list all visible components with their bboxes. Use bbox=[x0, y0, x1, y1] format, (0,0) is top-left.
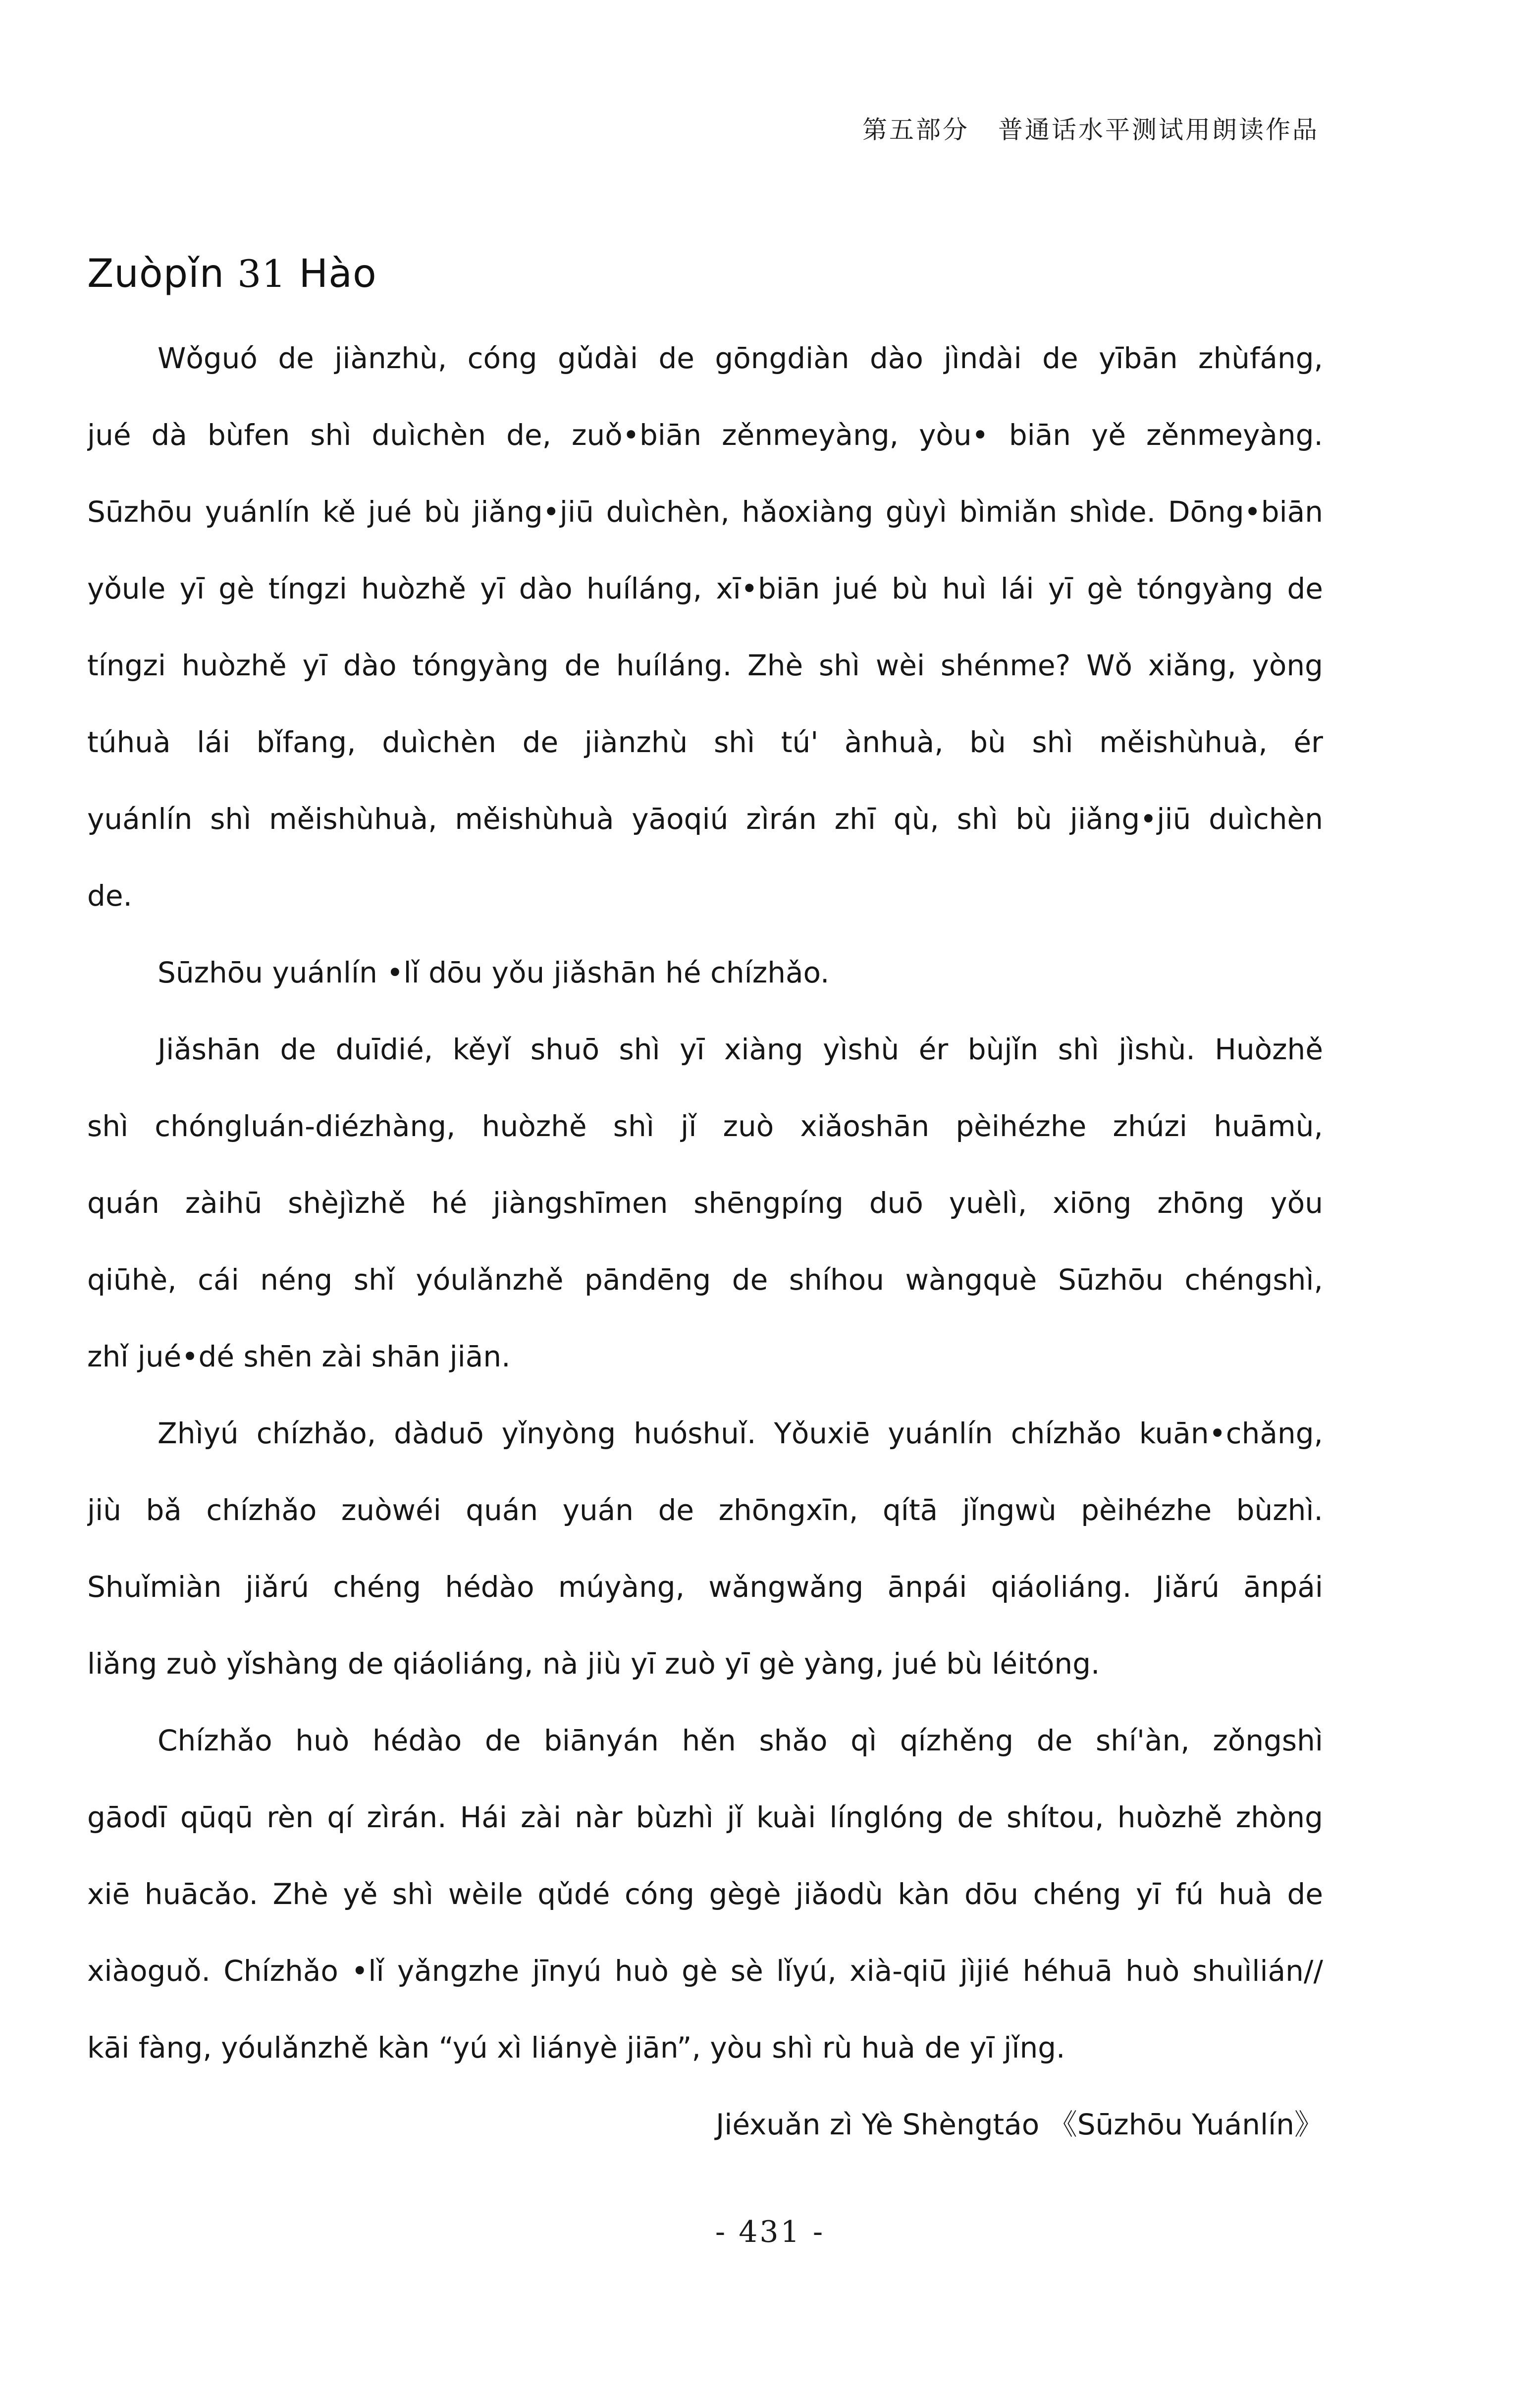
page-number: - 431 - bbox=[715, 2215, 825, 2249]
text-line: xiē huācǎo. Zhè yě shì wèile qǔdé cóng gègè jiǎodù kàn dōu chéng yī fú huà de bbox=[87, 1877, 1323, 1911]
text-line: zhǐ jué•dé shēn zài shān jiān. bbox=[87, 1340, 511, 1373]
text-line: tíngzi huòzhě yī dào tóngyàng de huíláng. Zhè shì wèi shénme? Wǒ xiǎng, yòng bbox=[87, 649, 1323, 682]
text-line: liǎng zuò yǐshàng de qiáoliáng, nà jiù yī zuò yī gè yàng, jué bù léitóng. bbox=[87, 1647, 1100, 1681]
text-line: Zhìyú chízhǎo, dàduō yǐnyòng huóshuǐ. Yǒuxiē yuánlín chízhǎo kuān•chǎng, bbox=[158, 1416, 1323, 1450]
text-line: Jiǎshān de duīdié, kěyǐ shuō shì yī xiàng yìshù ér bùjǐn shì jìshù. Huòzhě bbox=[158, 1033, 1323, 1066]
text-line: qiūhè, cái néng shǐ yóulǎnzhě pāndēng de shíhou wàngquè Sūzhōu chéngshì, bbox=[87, 1263, 1323, 1297]
text-line: jué dà bùfen shì duìchèn de, zuǒ•biān zěnmeyàng, yòu• biān yě zěnmeyàng. bbox=[87, 418, 1323, 452]
text-line: de. bbox=[87, 879, 132, 913]
title-suffix: Hào bbox=[299, 252, 377, 296]
text-line: Shuǐmiàn jiǎrú chéng hédào múyàng, wǎngwǎng ānpái qiáoliáng. Jiǎrú ānpái bbox=[87, 1570, 1323, 1604]
text-line: Wǒguó de jiànzhù, cóng gǔdài de gōngdiàn dào jìndài de yībān zhùfáng, bbox=[158, 341, 1323, 375]
text-line: jiù bǎ chízhǎo zuòwéi quán yuán de zhōngxīn, qítā jǐngwù pèihézhe bùzhì. bbox=[87, 1493, 1323, 1527]
text-line: xiàoguǒ. Chízhǎo •lǐ yǎngzhe jīnyú huò gè sè lǐyú, xià-qiū jìjié héhuā huò shuìlián// bbox=[87, 1954, 1323, 1988]
text-line: túhuà lái bǐfang, duìchèn de jiànzhù shì tú' ànhuà, bù shì měishùhuà, ér bbox=[87, 725, 1323, 759]
text-line: Sūzhōu yuánlín •lǐ dōu yǒu jiǎshān hé chízhǎo. bbox=[158, 956, 830, 989]
page-title bbox=[87, 252, 377, 296]
text-line: kāi fàng, yóulǎnzhě kàn “yú xì liányè jiān”, yòu shì rù huà de yī jǐng. bbox=[87, 2031, 1065, 2065]
text-line: Sūzhōu yuánlín kě jué bù jiǎng•jiū duìchèn, hǎoxiàng gùyì bìmiǎn shìde. Dōng•biān bbox=[87, 495, 1323, 529]
text-line: gāodī qūqū rèn qí zìrán. Hái zài nàr bùzhì jǐ kuài línglóng de shítou, huòzhě zhòng bbox=[87, 1800, 1323, 1834]
text-line: Chízhǎo huò hédào de biānyán hěn shǎo qì qízhěng de shí'àn, zǒngshì bbox=[158, 1724, 1323, 1757]
header-section: 第五部分 bbox=[862, 115, 969, 144]
text-line: yuánlín shì měishùhuà, měishùhuà yāoqiú zìrán zhī qù, shì bù jiǎng•jiū duìchèn bbox=[87, 802, 1323, 836]
text-line: yǒule yī gè tíngzi huòzhě yī dào huíláng, xī•biān jué bù huì lái yī gè tóngyàng de bbox=[87, 572, 1323, 605]
text-line: shì chóngluán-diézhàng, huòzhě shì jǐ zuò xiǎoshān pèihézhe zhúzi huāmù, bbox=[87, 1109, 1323, 1143]
passage-body bbox=[87, 320, 1323, 2163]
title-prefix: Zuòpǐn bbox=[87, 252, 225, 296]
source-attribution: Jiéxuǎn zì Yè Shèngtáo 《Sūzhōu Yuánlín》 bbox=[716, 2108, 1323, 2141]
running-header bbox=[862, 110, 1319, 146]
header-subtitle: 普通话水平测试用朗读作品 bbox=[998, 115, 1319, 144]
text-line: quán zàihū shèjìzhě hé jiàngshīmen shēngpíng duō yuèlì, xiōng zhōng yǒu bbox=[87, 1186, 1323, 1220]
title-number: 31 bbox=[237, 252, 286, 296]
